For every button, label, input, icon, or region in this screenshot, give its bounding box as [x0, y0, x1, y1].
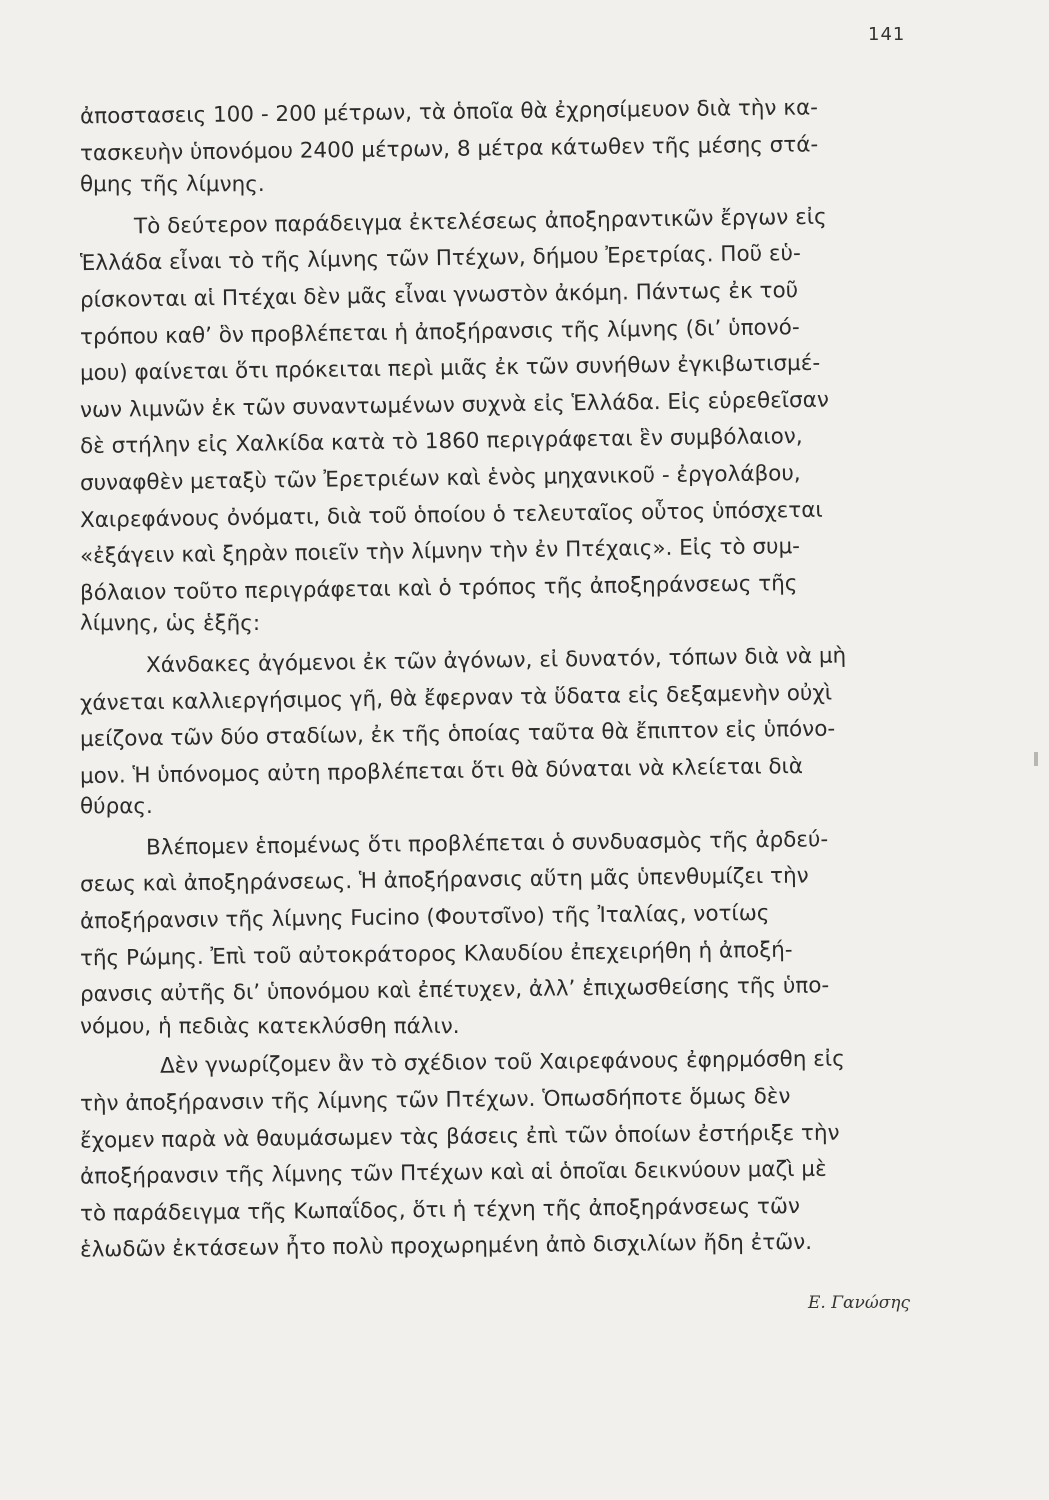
- text-line: δὲ στήλην εἰς Χαλκίδα κατὰ τὸ 1860 περιγράφεται ἓν συμβόλαιον,: [79, 424, 803, 460]
- text-line: ἔχομεν παρὰ νὰ θαυμάσωμεν τὰς βάσεις ἐπὶ τῶν ὁποίων ἐστήριξε τὴν: [79, 1120, 840, 1154]
- text-line: Χάνδακες ἀγόμενοι ἐκ τῶν ἀγόνων, εἰ δυνατόν, τόπων διὰ νὰ μὴ: [145, 643, 847, 679]
- text-line: Δὲν γνωρίζομεν ἂν τὸ σχέδιον τοῦ Χαιρεφάνους ἐφηρμόσθη εἰς: [159, 1046, 845, 1080]
- text-line: ἀποξήρανσιν τῆς λίμνης Fucino (Φουτσῖνο) τῆς Ἰταλίας, νοτίως: [79, 900, 770, 935]
- text-line: νων λιμνῶν ἐκ τῶν συναντωμένων συχνὰ εἰς Ἑλλάδα. Εἰς εὑρεθεῖσαν: [79, 387, 830, 423]
- text-line: μείζονα τῶν δύο σταδίων, ἐκ τῆς ὁποίας ταῦτα θὰ ἔπιπτον εἰς ὑπόνο-: [79, 716, 836, 753]
- text-line: μου) φαίνεται ὅτι πρόκειται περὶ μιᾶς ἐκ τῶν συνήθων ἐγκιβωτισμέ-: [79, 350, 821, 387]
- text-line: Ἑλλάδα εἶναι τὸ τῆς λίμνης τῶν Πτέχων, δήμου Ἐρετρίας. Ποῦ εὑ-: [79, 241, 801, 277]
- text-line: Βλέπομεν ἑπομένως ὅτι προβλέπεται ὁ συνδυασμὸς τῆς ἀρδεύ-: [145, 827, 829, 861]
- text-line: λίμνης, ὡς ἑξῆς:: [80, 611, 261, 637]
- text-line: χάνεται καλλιεργήσιμος γῆ, θὰ ἔφερναν τὰ ὕδατα εἰς δεξαμενὴν οὐχὶ: [79, 680, 833, 716]
- text-line: τῆς Ρώμης. Ἐπὶ τοῦ αὐτοκράτορος Κλαυδίου ἐπεχειρήθη ἡ ἀποξή-: [79, 937, 793, 971]
- text-line: ρίσκονται αἱ Πτέχαι δὲν μᾶς εἶναι γνωστὸν ἀκόμη. Πάντως ἐκ τοῦ: [79, 278, 799, 314]
- body-text: [80, 94, 952, 1265]
- text-line: νόμου, ἡ πεδιὰς κατεκλύσθη πάλιν.: [80, 1013, 460, 1039]
- page-number: 141: [868, 24, 906, 45]
- text-line: μον. Ἡ ὑπόνομος αὐτη προβλέπεται ὅτι θὰ δύναται νὰ κλείεται διὰ: [79, 753, 804, 789]
- text-line: θμης τῆς λίμνης.: [80, 172, 265, 198]
- text-line: τὴν ἀποξήρανσιν τῆς λίμνης τῶν Πτέχων. Ὁπωσδήποτε ὅμως δὲν: [79, 1084, 791, 1117]
- text-line: Χαιρεφάνους ὀνόματι, διὰ τοῦ ὁποίου ὁ τελευταῖος οὗτος ὑπόσχεται: [79, 497, 823, 533]
- text-line: ρανσις αὐτῆς δι’ ὑπονόμου καὶ ἐπέτυχεν, ἀλλ’ ἐπιχωσθείσης τῆς ὑπο-: [79, 973, 830, 1008]
- text-line: σεως καὶ ἀποξηράνσεως. Ἡ ἀποξήρανσις αὕτη μᾶς ὑπενθυμίζει τὴν: [79, 863, 809, 898]
- text-line: βόλαιον τοῦτο περιγράφεται καὶ ὁ τρόπος τῆς ἀποξηράνσεως τῆς: [79, 570, 798, 606]
- author-signature: Ε. Γανώσης: [808, 1293, 910, 1313]
- text-line: ἑλωδῶν ἐκτάσεων ἦτο πολὺ προχωρημένη ἀπὸ δισχιλίων ἤδη ἐτῶν.: [79, 1230, 813, 1263]
- text-line: «ἐξάγειν καὶ ξηρὰν ποιεῖν τὴν λίμνην τὴν ἐν Πτέχαις». Εἰς τὸ συμ-: [79, 534, 801, 570]
- text-line: συναφθὲν μεταξὺ τῶν Ἐρετριέων καὶ ἑνὸς μηχανικοῦ - ἐργολάβου,: [79, 460, 801, 497]
- text-line: ἀποστασεις 100 - 200 μέτρων, τὰ ὁποῖα θὰ ἐχρησίμευον διὰ τὴν κα-: [79, 95, 819, 130]
- text-line: τασκευὴν ὑπονόμου 2400 μέτρων, 8 μέτρα κάτωθεν τῆς μέσης στά-: [79, 131, 819, 166]
- margin-mark: [1034, 752, 1038, 766]
- text-line: θύρας.: [80, 794, 153, 820]
- text-line: Τὸ δεύτερον παράδειγμα ἐκτελέσεως ἀποξηραντικῶν ἔργων εἰς: [133, 204, 827, 240]
- text-line: τὸ παράδειγμα τῆς Κωπαΐδος, ὅτι ἡ τέχνη τῆς ἀποξηράνσεως τῶν: [79, 1193, 801, 1227]
- text-line: τρόπου καθ’ ὃν προβλέπεται ἡ ἀποξήρανσις τῆς λίμνης (δι’ ὑπονό-: [79, 314, 800, 350]
- text-line: ἀποξήρανσιν τῆς λίμνης τῶν Πτέχων καὶ αἱ ὁποῖαι δεικνύουν μαζὶ μὲ: [79, 1156, 827, 1190]
